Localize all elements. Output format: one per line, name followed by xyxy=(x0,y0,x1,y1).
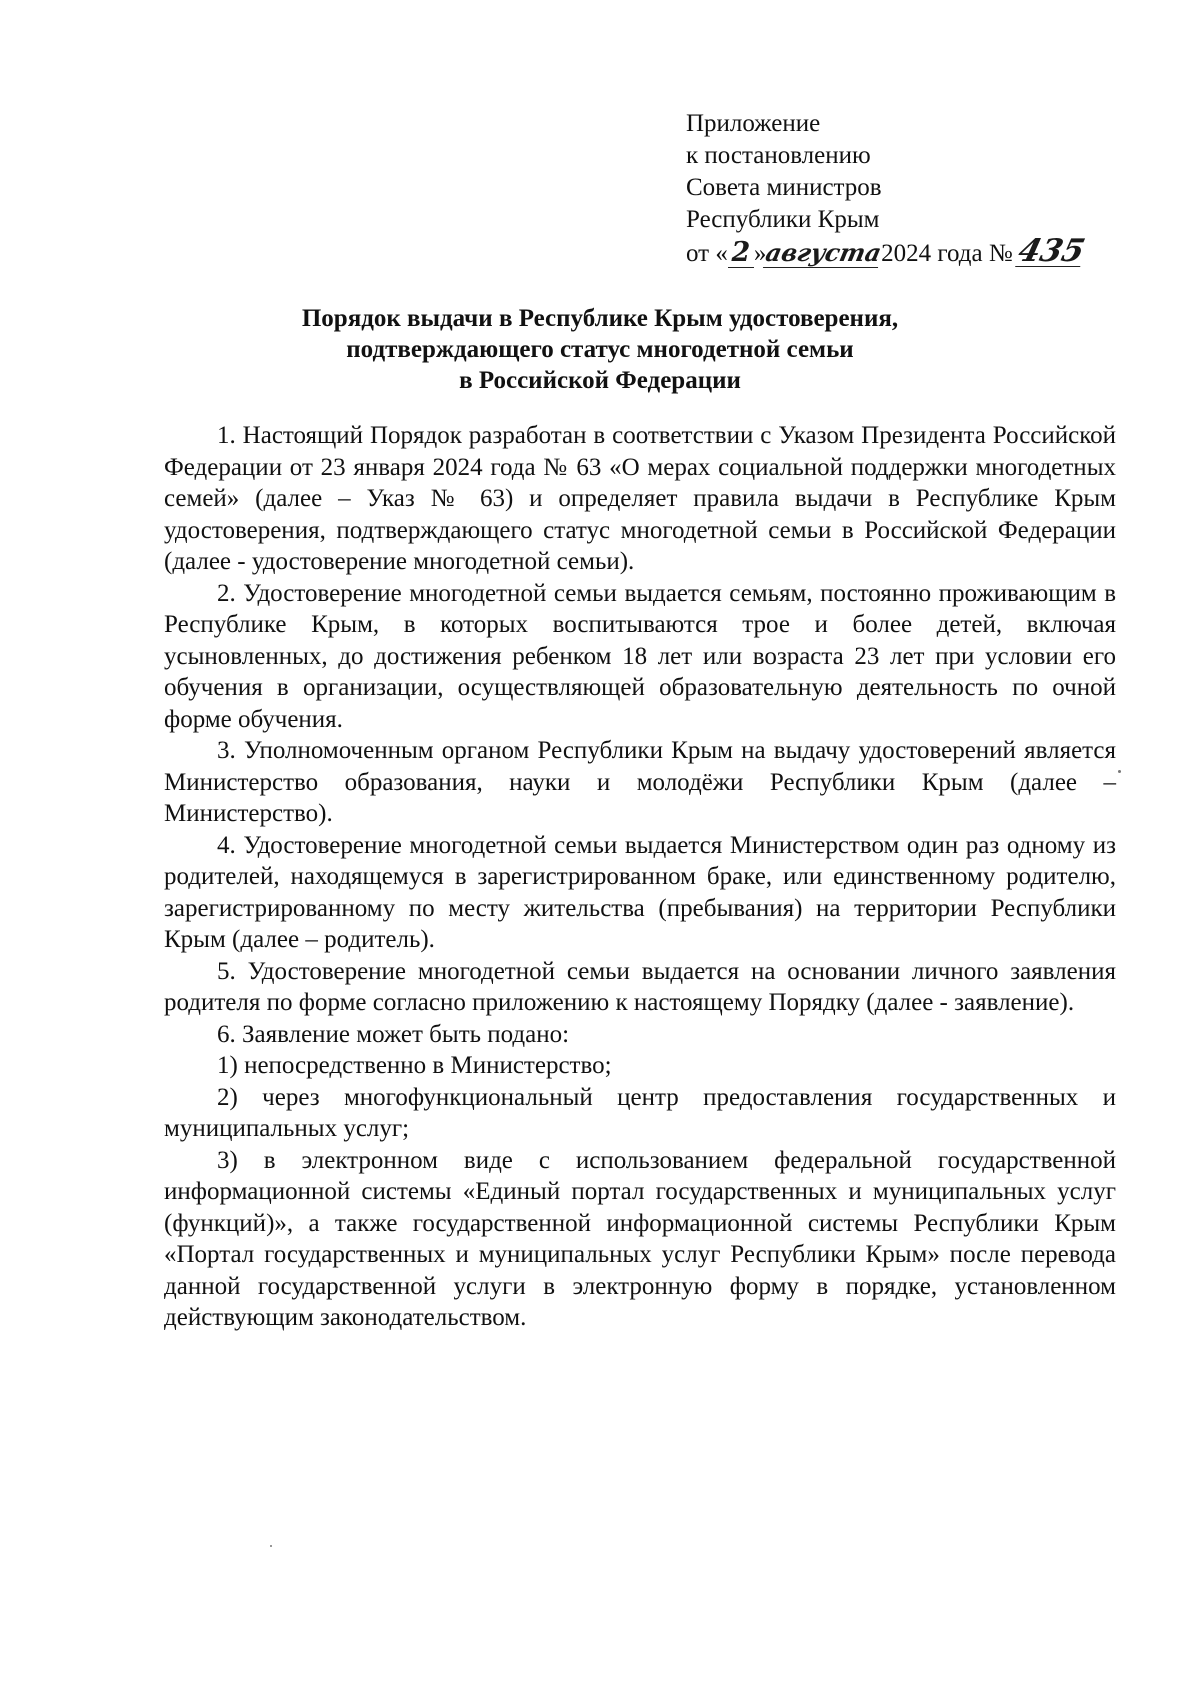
handwritten-doc-number: 435 xyxy=(1014,233,1089,269)
date-year: 2024 года № xyxy=(881,240,1013,267)
appendix-header xyxy=(686,108,1146,270)
list-item-1: 1) непосредственно в Министерство; xyxy=(217,1052,612,1079)
handwritten-month: августа xyxy=(763,238,885,267)
paragraph-4: 4. Удостоверение многодетной семьи выдается Министерством один раз одному из родителей, находящемуся в зарегистрированном браке, или единственному родителю, зарегистрированному по месту жительства (пребывания) на территории Республики Крым (далее – родитель). xyxy=(164,831,1116,953)
appendix-label: Приложение xyxy=(686,110,821,137)
document-body xyxy=(164,420,1116,1334)
title-line-2: подтверждающего статус многодетной семьи xyxy=(346,336,854,363)
scan-speck xyxy=(270,1545,272,1547)
appendix-council: Совета министров xyxy=(686,174,882,201)
appendix-resolution-ref: к постановлению xyxy=(686,142,871,169)
date-mid: » xyxy=(753,240,767,267)
paragraph-5: 5. Удостоверение многодетной семьи выдается на основании личного заявления родителя по форме согласно приложению к настоящему Порядку (далее - заявление). xyxy=(164,957,1116,1016)
list-item-3: 3) в электронном виде с использованием федеральной государственной информационной системы «Единый портал государственных и муниципальных услуг (функций)», а также государственной информационной системы Республики Крым «Портал государственных и муниципальных услуг Республики Крым» после перевода данной государственной услуги в электронную форму в порядке, установленном действующим законодательством. xyxy=(164,1146,1116,1331)
document-title xyxy=(160,303,1040,396)
paragraph-1: 1. Настоящий Порядок разработан в соответствии с Указом Президента Российской Федерации от 23 января 2024 года № 63 «О мерах социальной поддержки многодетных семей» (далее – Указ № 63) и определяет правила выдачи в Республике Крым удостоверения, подтверждающего статус многодетной семьи в Российской Федерации (далее - удостоверение многодетной семьи). xyxy=(164,422,1116,575)
appendix-republic: Республики Крым xyxy=(686,206,880,233)
handwritten-day: 2 xyxy=(728,239,754,268)
date-prefix: от « xyxy=(686,240,728,267)
scan-speck xyxy=(1118,770,1121,773)
title-line-3: в Российской Федерации xyxy=(459,367,741,394)
title-line-1: Порядок выдачи в Республике Крым удостоверения, xyxy=(301,305,899,332)
paragraph-6: 6. Заявление может быть подано: xyxy=(217,1020,570,1048)
paragraph-2: 2. Удостоверение многодетной семьи выдается семьям, постоянно проживающим в Республике Крым, в которых воспитываются трое и более детей, включая усыновленных, до достижения ребенком 18 лет или возраста 23 лет при условии его обучения в организации, осуществляющей образовательную деятельность по очной форме обучения. xyxy=(164,579,1116,733)
paragraph-3: 3. Уполномоченным органом Республики Крым на выдачу удостоверений является Министерство образования, науки и молодёжи Республики Крым (далее – Министерство). xyxy=(164,737,1116,827)
resolution-date-line xyxy=(686,233,1146,270)
list-item-2: 2) через многофункциональный центр предоставления государственных и муниципальных услуг; xyxy=(164,1083,1116,1142)
